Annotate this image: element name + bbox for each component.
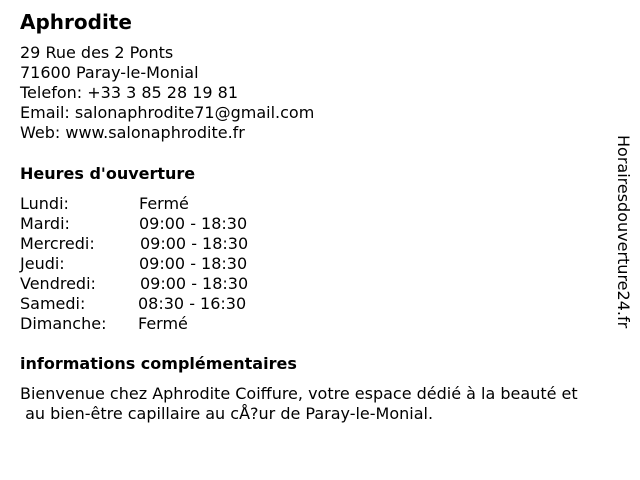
day-label: Vendredi: xyxy=(20,274,96,293)
additional-info-heading: informations complémentaires xyxy=(20,354,297,373)
hours-row-tuesday xyxy=(20,214,320,234)
day-label: Mardi: xyxy=(20,214,70,233)
phone-number: Telefon: +33 3 85 28 19 81 xyxy=(20,83,239,102)
day-hours: Fermé xyxy=(138,314,188,333)
hours-row-friday xyxy=(20,274,320,294)
hours-row-wednesday xyxy=(20,234,320,254)
hours-row-saturday xyxy=(20,294,320,314)
address-street: 29 Rue des 2 Ponts xyxy=(20,43,174,62)
day-hours: 09:00 - 18:30 xyxy=(139,254,248,273)
website-url: Web: www.salonaphrodite.fr xyxy=(20,123,245,142)
day-label: Mercredi: xyxy=(20,234,95,253)
opening-hours-table xyxy=(20,194,320,334)
hours-row-thursday xyxy=(20,254,320,274)
opening-hours-heading: Heures d'ouverture xyxy=(20,164,196,183)
day-label: Lundi: xyxy=(20,194,69,213)
business-description xyxy=(20,384,628,424)
day-hours: 09:00 - 18:30 xyxy=(140,274,249,293)
day-label: Samedi: xyxy=(20,294,86,313)
day-hours: 08:30 - 16:30 xyxy=(138,294,247,313)
day-hours: Fermé xyxy=(139,194,189,213)
business-name: Aphrodite xyxy=(20,10,132,34)
day-label: Dimanche: xyxy=(20,314,107,333)
day-hours: 09:00 - 18:30 xyxy=(139,214,248,233)
address-city: 71600 Paray-le-Monial xyxy=(20,63,199,82)
day-hours: 09:00 - 18:30 xyxy=(140,234,249,253)
hours-row-sunday xyxy=(20,314,320,334)
description-line: Bienvenue chez Aphrodite Coiffure, votre espace dédié à la beauté et xyxy=(20,384,578,403)
day-label: Jeudi: xyxy=(20,254,65,273)
contact-block xyxy=(20,43,314,143)
hours-row-monday xyxy=(20,194,320,214)
email-address: Email: salonaphrodite71@gmail.com xyxy=(20,103,315,122)
site-watermark: Horairesdouverture24.fr xyxy=(614,135,633,329)
description-line: au bien-être capillaire au cÅ?ur de Paray-le-Monial. xyxy=(20,404,434,423)
